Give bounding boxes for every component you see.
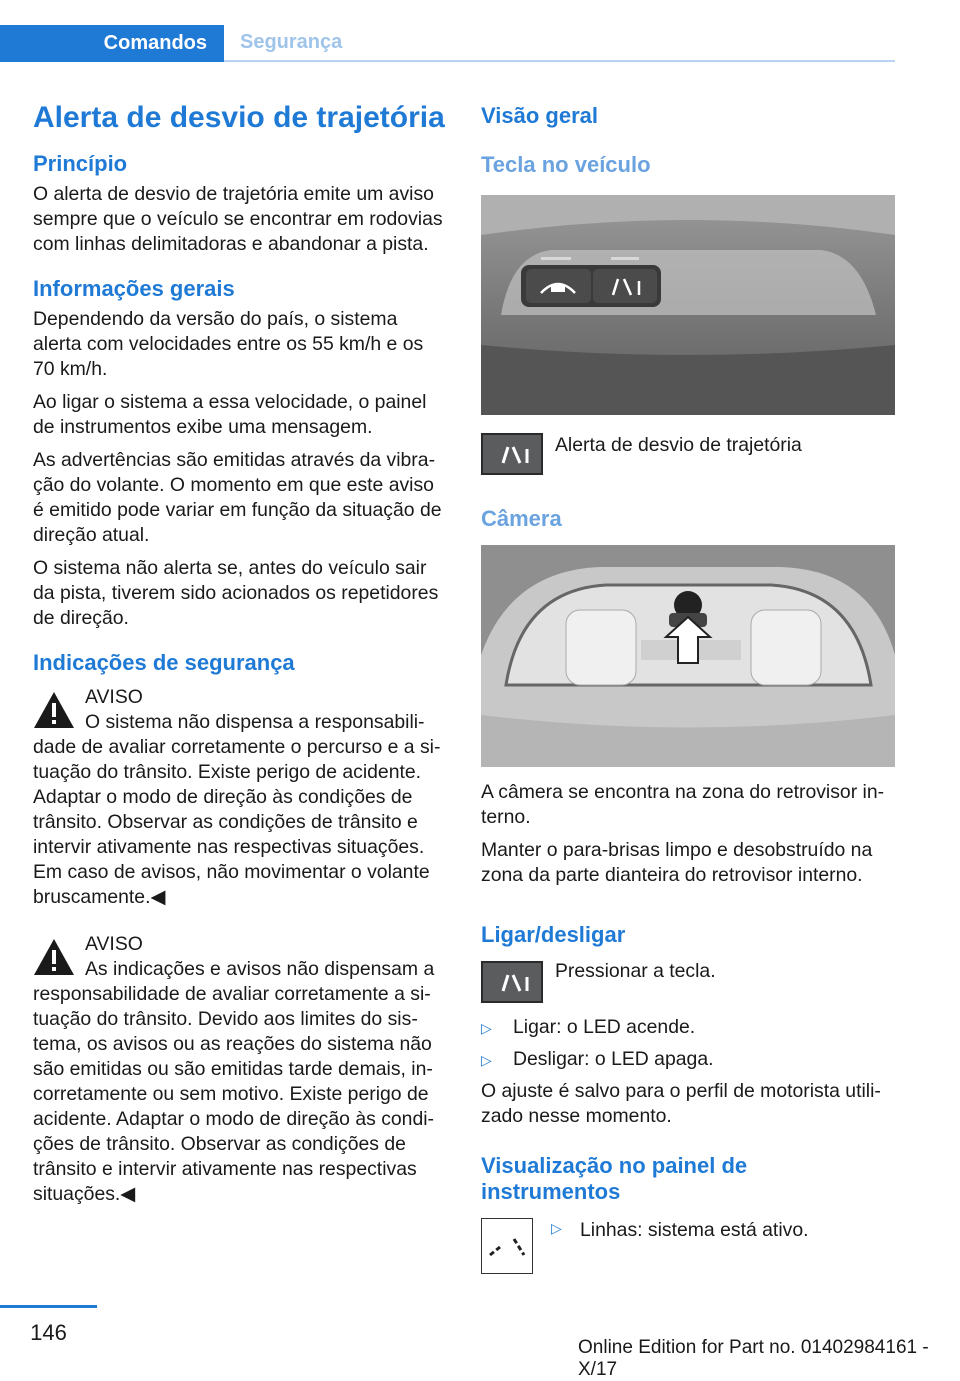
key-caption: Alerta de desvio de trajetória bbox=[555, 434, 802, 456]
onoff-section bbox=[481, 1015, 895, 1137]
info-paragraph-2: Ao ligar o sistema a essa velocidade, o painel de instrumentos exibe uma mensagem. bbox=[33, 391, 427, 438]
info-heading: Informações gerais bbox=[33, 276, 235, 301]
overview-heading: Visão geral bbox=[481, 103, 598, 128]
tab-comandos-label: Comandos bbox=[103, 32, 207, 54]
info-paragraph-4: O sistema não alerta se, antes do veículo sair da pista, tiverem sido acionados os repetidores de direção. bbox=[33, 557, 439, 629]
key-heading: Tecla no veículo bbox=[481, 152, 651, 177]
lane-departure-key-icon bbox=[481, 433, 543, 475]
camera-heading: Câmera bbox=[481, 506, 562, 531]
lane-departure-key-icon-2 bbox=[481, 961, 543, 1003]
vehicle-buttons-illustration bbox=[481, 195, 895, 415]
warning-2-text: responsabilidade de avaliar corretamente a situação do trânsito. Devido aos limites do sistema, os avisos ou as reações do sistema não são emitidas ou são emitidas tarde demais, incorretamente ou sem motivo. Existe perigo de acidente. Adaptar o modo de direção às condições de trânsito. Observar as condições de trânsito e intervir ativamente nas respectivas situações.◀ bbox=[33, 983, 435, 1205]
list-item bbox=[481, 1047, 895, 1072]
warning-triangle-icon bbox=[33, 938, 75, 976]
right-column-lower bbox=[481, 780, 895, 896]
warning-2-title: AVISO bbox=[85, 933, 143, 955]
onoff-bullet-list bbox=[481, 1015, 895, 1072]
left-column bbox=[33, 100, 448, 1225]
edition-footer: Online Edition for Part no. 01402984161 - X/17 bbox=[578, 1337, 929, 1380]
triangle-bullet-icon: ▷ bbox=[551, 1220, 562, 1236]
lane-lines-display-icon bbox=[481, 1218, 533, 1274]
warning-1-title: AVISO bbox=[85, 686, 143, 708]
list-item bbox=[481, 1015, 895, 1040]
header-rule bbox=[224, 60, 895, 62]
display-heading: Visualização no painel de instrumentos bbox=[481, 1153, 748, 1204]
onoff-note: O ajuste é salvo para o perfil de motorista utilizado nesse momento. bbox=[481, 1080, 881, 1127]
bullet-text-on: Ligar: o LED acende. bbox=[513, 1016, 696, 1038]
triangle-bullet-icon: ▷ bbox=[481, 1020, 492, 1036]
onoff-heading: Ligar/desligar bbox=[481, 922, 626, 947]
rear-window-camera-illustration bbox=[481, 545, 895, 767]
camera-photo bbox=[481, 545, 895, 767]
safety-heading: Indicações de segurança bbox=[33, 650, 295, 675]
warning-1-text: dade de avaliar corretamente o percurso e a situação do trânsito. Existe perigo de acidente. Adaptar o modo de direção às condições de trânsito. Observar as condições de trânsito e intervir ativamente nas respectivas situações. Em caso de avisos, não movimentar o volante bruscamente.◀ bbox=[33, 736, 441, 908]
onoff-text: Pressionar a tecla. bbox=[555, 960, 716, 982]
key-photo bbox=[481, 195, 895, 415]
triangle-bullet-icon: ▷ bbox=[481, 1052, 492, 1068]
principio-text: O alerta de desvio de trajetória emite um aviso sempre que o veículo se encontrar em rodovias com linhas delimitadoras e abandonar a pista. bbox=[33, 183, 443, 255]
tab-seguranca-label: Segurança bbox=[240, 31, 343, 53]
principio-heading: Princípio bbox=[33, 151, 128, 176]
tab-comandos[interactable] bbox=[0, 25, 224, 62]
info-paragraph-1: Dependendo da versão do país, o sistema alerta com velocidades entre os 55 km/h e os 70 km/h. bbox=[33, 308, 424, 380]
footer-rule bbox=[0, 1305, 97, 1308]
camera-paragraph-1: A câmera se encontra na zona do retrovisor interno. bbox=[481, 781, 885, 828]
tab-seguranca[interactable] bbox=[240, 31, 342, 54]
camera-paragraph-2: Manter o para-brisas limpo e desobstruído na zona da parte dianteira do retrovisor interno. bbox=[481, 839, 873, 886]
display-bullet bbox=[551, 1219, 809, 1242]
warning-block-2 bbox=[33, 932, 448, 1207]
page-number: 146 bbox=[30, 1320, 67, 1345]
info-paragraph-3: As advertências são emitidas através da vibração do volante. O momento em que este aviso é emitido pode variar em função da situação de direção atual. bbox=[33, 449, 442, 546]
page-title: Alerta de desvio de trajetória bbox=[33, 101, 445, 134]
warning-1-first-line: O sistema não dispensa a responsabili- bbox=[85, 711, 425, 733]
warning-2-first-line: As indicações e avisos não dispensam a bbox=[85, 958, 435, 980]
bullet-text-off: Desligar: o LED apaga. bbox=[513, 1048, 714, 1070]
display-bullet-text: Linhas: sistema está ativo. bbox=[580, 1219, 809, 1241]
warning-block-1 bbox=[33, 685, 448, 910]
warning-triangle-icon bbox=[33, 691, 75, 729]
